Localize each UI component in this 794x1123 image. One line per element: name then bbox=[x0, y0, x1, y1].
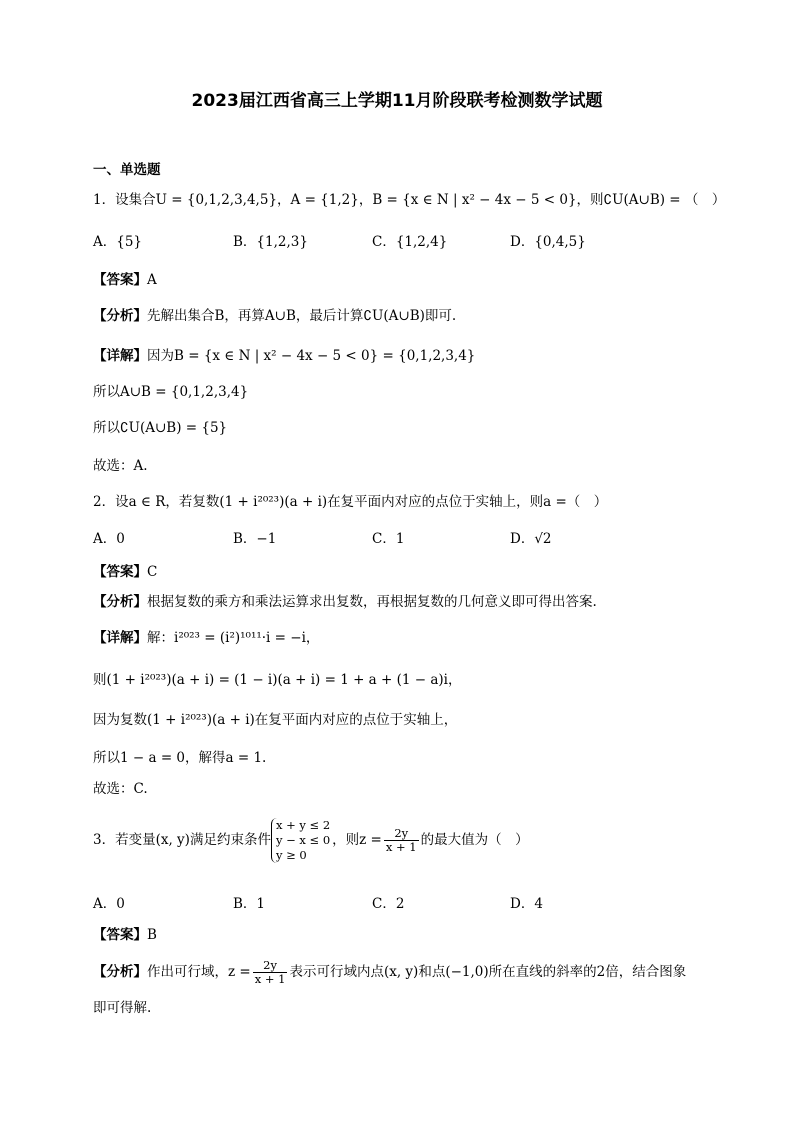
q1-analysis-text: 先解出集合B，再算A∪B，最后计算∁U(A∪B)即可. bbox=[147, 308, 457, 324]
q3-fraction-denominator: x + 1 bbox=[385, 840, 417, 854]
q2-stem: 2．设a ∈ R，若复数(1 + i²⁰²³)(a + i)在复平面内对应的点位于实轴上，则a =（ ） bbox=[93, 494, 608, 510]
q2-detail bbox=[93, 628, 319, 648]
analysis-tag: 【分析】 bbox=[93, 594, 147, 610]
q1-option-a[interactable]: A．{5} bbox=[93, 234, 143, 250]
q2-option-c[interactable]: C．1 bbox=[372, 531, 405, 547]
analysis-tag: 【分析】 bbox=[93, 964, 147, 980]
q3-analysis-prefix: 作出可行域，z = bbox=[147, 964, 251, 980]
q2-detail-line4: 所以1 − a = 0，解得a = 1. bbox=[93, 750, 267, 766]
q2-answer bbox=[93, 562, 157, 582]
q3-constraint-system bbox=[271, 818, 330, 863]
q1-option-d[interactable]: D．{0,4,5} bbox=[510, 234, 586, 250]
q3-answer bbox=[93, 925, 157, 945]
q1-analysis bbox=[93, 306, 456, 326]
q3-option-c[interactable]: C．2 bbox=[372, 896, 405, 912]
q3-analysis-fraction bbox=[253, 959, 288, 986]
q1-option-b[interactable]: B．{1,2,3} bbox=[233, 234, 308, 250]
q3-stem-mid: ，则z = bbox=[332, 832, 382, 848]
q2-detail-line3: 因为复数(1 + i²⁰²³)(a + i)在复平面内对应的点位于实轴上， bbox=[93, 712, 458, 728]
page-title: 2023届江西省高三上学期11月阶段联考检测数学试题 bbox=[191, 91, 603, 111]
q3-constraint-3: y ≥ 0 bbox=[275, 848, 307, 862]
q3-analysis bbox=[93, 955, 686, 989]
q1-detail bbox=[93, 346, 475, 366]
q3-fraction bbox=[384, 827, 419, 854]
q3-option-a[interactable]: A．0 bbox=[93, 896, 125, 912]
q3-stem bbox=[93, 812, 529, 868]
q1-answer-value: A bbox=[147, 272, 157, 288]
q3-constraint-2: y − x ≤ 0 bbox=[275, 833, 331, 847]
q2-option-d[interactable]: D．√2 bbox=[510, 531, 552, 547]
answer-tag: 【答案】 bbox=[93, 272, 147, 288]
q3-answer-value: B bbox=[147, 927, 157, 943]
q2-analysis bbox=[93, 592, 597, 612]
q1-option-c[interactable]: C．{1,2,4} bbox=[372, 234, 448, 250]
q3-analysis-suffix: 表示可行域内点(x, y)和点(−1,0)所在直线的斜率的2倍，结合图象 bbox=[289, 964, 687, 980]
q3-fraction-numerator: 2y bbox=[384, 827, 419, 841]
q2-detail-line2: 则(1 + i²⁰²³)(a + i) = (1 − i)(a + i) = 1 + a + (1 − a)i， bbox=[93, 672, 462, 688]
q2-option-a[interactable]: A．0 bbox=[93, 531, 125, 547]
q1-detail-text: 因为B = {x ∈ N | x² − 4x − 5 < 0} = {0,1,2,3,4} bbox=[147, 348, 476, 364]
answer-tag: 【答案】 bbox=[93, 927, 147, 943]
q1-detail-line2: 所以A∪B = {0,1,2,3,4} bbox=[93, 384, 249, 400]
detail-tag: 【详解】 bbox=[93, 348, 147, 364]
q2-analysis-text: 根据复数的乘方和乘法运算求出复数，再根据复数的几何意义即可得出答案. bbox=[147, 594, 597, 610]
q1-conclusion: 故选：A. bbox=[93, 458, 148, 474]
answer-tag: 【答案】 bbox=[93, 564, 147, 580]
q1-stem: 1．设集合U = {0,1,2,3,4,5}，A = {1,2}，B = {x ∈ N | x² − 4x − 5 < 0}，则∁U(A∪B) = （ ） bbox=[93, 192, 726, 208]
q3-option-b[interactable]: B．1 bbox=[233, 896, 266, 912]
detail-tag: 【详解】 bbox=[93, 630, 147, 646]
q3-analysis-fraction-denominator: x + 1 bbox=[254, 972, 286, 986]
q3-stem-prefix: 3．若变量(x, y)满足约束条件 bbox=[93, 832, 271, 848]
q3-analysis-line2: 即可得解. bbox=[93, 1000, 152, 1016]
q2-detail-text: 解：i²⁰²³ = (i²)¹⁰¹¹·i = −i， bbox=[147, 630, 320, 646]
q1-detail-line3: 所以∁U(A∪B) = {5} bbox=[93, 420, 228, 436]
q3-option-d[interactable]: D．4 bbox=[510, 896, 543, 912]
q3-constraint-1: x + y ≤ 2 bbox=[275, 818, 331, 832]
section-heading: 一、单选题 bbox=[93, 162, 161, 178]
q2-option-b[interactable]: B．−1 bbox=[233, 531, 277, 547]
q1-answer bbox=[93, 270, 157, 290]
q3-analysis-fraction-numerator: 2y bbox=[253, 959, 288, 973]
analysis-tag: 【分析】 bbox=[93, 308, 147, 324]
q2-answer-value: C bbox=[147, 564, 158, 580]
q3-stem-suffix: 的最大值为（ ） bbox=[420, 832, 529, 848]
q2-conclusion: 故选：C. bbox=[93, 781, 148, 797]
